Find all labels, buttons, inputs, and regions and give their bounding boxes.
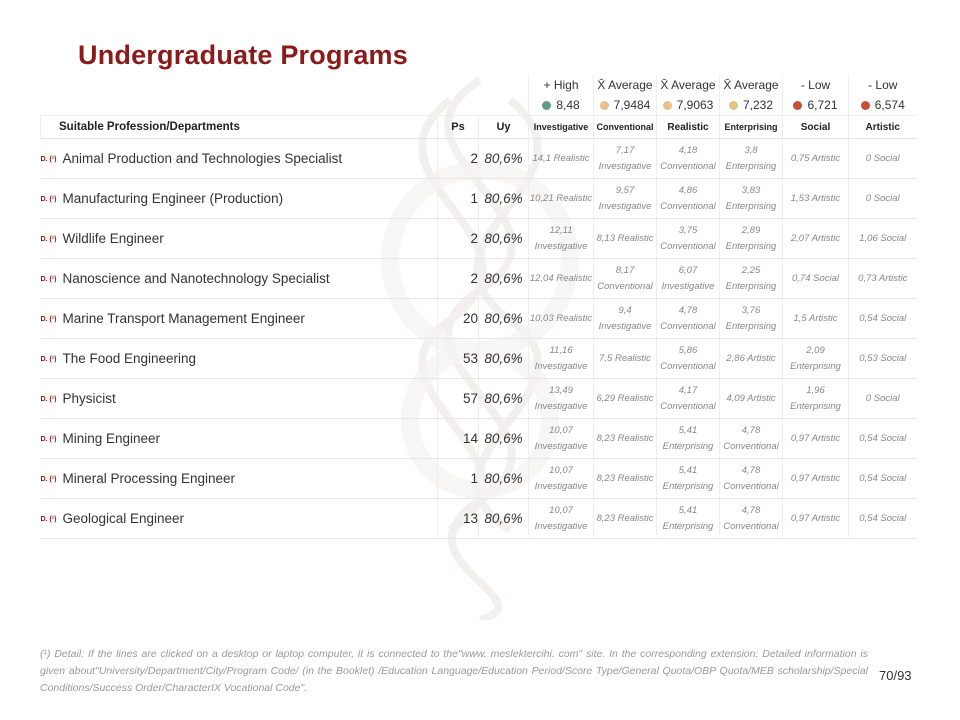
ps-cell: 2 xyxy=(438,259,479,299)
uy-cell: 80,6% xyxy=(479,379,529,419)
score-cell: 7,17 Investigative xyxy=(594,139,657,179)
high-dot-icon xyxy=(542,101,551,110)
score-label-conventional: X̄ Average xyxy=(594,75,657,95)
profession-name: The Food Engineering xyxy=(62,351,197,366)
score-cell: 4,78 Conventional xyxy=(657,299,720,339)
score-value-conventional: 7,9484 xyxy=(594,95,657,116)
score-cell: 5,41 Enterprising xyxy=(657,419,720,459)
uy-cell: 80,6% xyxy=(479,499,529,539)
profession-name: Marine Transport Management Engineer xyxy=(62,311,305,326)
profession-name: Manufacturing Engineer (Production) xyxy=(62,191,284,206)
uy-cell: 80,6% xyxy=(479,259,529,299)
score-cell: 0,54 Social xyxy=(849,419,917,459)
detail-marker: D. (¹) xyxy=(40,436,57,443)
uy-cell: 80,6% xyxy=(479,459,529,499)
detail-marker: D. (¹) xyxy=(40,236,57,243)
score-cell: 10,07 Investigative xyxy=(529,459,594,499)
score-label-enterprising: X̄ Average xyxy=(720,75,783,95)
table-row[interactable] xyxy=(41,219,917,259)
score-cell: 0,54 Social xyxy=(849,459,917,499)
score-cell: 4,18 Conventional xyxy=(657,139,720,179)
score-cell: 8,13 Realistic xyxy=(594,219,657,259)
detail-marker: D. (¹) xyxy=(40,156,57,163)
low-dot-icon xyxy=(861,101,870,110)
table-row[interactable] xyxy=(41,419,917,459)
average-dot-icon xyxy=(663,101,672,110)
score-cell: 4,17 Conventional xyxy=(657,379,720,419)
profession-cell[interactable] xyxy=(41,339,438,379)
uy-cell: 80,6% xyxy=(479,419,529,459)
score-cell: 0,54 Social xyxy=(849,299,917,339)
score-cell: 10,07 Investigative xyxy=(529,499,594,539)
score-cell: 10,03 Realistic xyxy=(529,299,594,339)
score-cell: 12,04 Realistic xyxy=(529,259,594,299)
profession-cell[interactable] xyxy=(41,299,438,339)
score-cell: 0,54 Social xyxy=(849,499,917,539)
score-cell: 5,86 Conventional xyxy=(657,339,720,379)
profession-name: Geological Engineer xyxy=(62,511,185,526)
score-cell: 6,07 Investigative xyxy=(657,259,720,299)
profession-cell[interactable] xyxy=(41,459,438,499)
ps-cell: 14 xyxy=(438,419,479,459)
table-row[interactable] xyxy=(41,259,917,299)
score-cell: 1,53 Artistic xyxy=(783,179,849,219)
score-cell: 14,1 Realistic xyxy=(529,139,594,179)
score-cell: 10,21 Realistic xyxy=(529,179,594,219)
profession-cell[interactable] xyxy=(41,419,438,459)
uy-cell: 80,6% xyxy=(479,139,529,179)
score-cell: 2,09 Enterprising xyxy=(783,339,849,379)
score-cell: 0,53 Social xyxy=(849,339,917,379)
score-cell: 4,09 Artistic xyxy=(720,379,783,419)
uy-cell: 80,6% xyxy=(479,179,529,219)
score-cell: 0,97 Artistic xyxy=(783,419,849,459)
profession-name: Mineral Processing Engineer xyxy=(62,471,236,486)
uy-cell: 80,6% xyxy=(479,299,529,339)
col-enterprising: Enterprising xyxy=(720,116,783,139)
profession-cell[interactable] xyxy=(41,259,438,299)
score-cell: 1,96 Enterprising xyxy=(783,379,849,419)
score-cell: 3,75 Conventional xyxy=(657,219,720,259)
detail-marker: D. (¹) xyxy=(40,276,57,283)
detail-marker: D. (¹) xyxy=(40,476,57,483)
score-header-values xyxy=(41,95,917,116)
table-row[interactable] xyxy=(41,499,917,539)
footnote: (¹) Detail: If the lines are clicked on a desktop or laptop computer, it is connected to the"www. meslektercihi. com" site. In the corresponding extension: Detailed information is given about"University/Department/City/Program Code/ (in the Booklet) /Education Language/Education Period/Score Type/General Quota/OBP Quota/MEB scholarship/Special Conditions/Success Order/CharacterIX Vocational Code". xyxy=(40,648,868,694)
col-ps: Ps xyxy=(438,116,479,139)
low-dot-icon xyxy=(793,101,802,110)
score-label-investigative: + High xyxy=(529,75,594,95)
score-cell: 4,78 Conventional xyxy=(720,499,783,539)
score-cell: 1,5 Artistic xyxy=(783,299,849,339)
score-cell: 0 Social xyxy=(849,379,917,419)
uy-cell: 80,6% xyxy=(479,339,529,379)
score-cell: 7,5 Realistic xyxy=(594,339,657,379)
score-cell: 12,11 Investigative xyxy=(529,219,594,259)
programs-table xyxy=(40,75,917,539)
score-cell: 3,8 Enterprising xyxy=(720,139,783,179)
ps-cell: 53 xyxy=(438,339,479,379)
col-investigative: Investigative xyxy=(529,116,594,139)
score-header-labels xyxy=(41,75,917,95)
ps-cell: 1 xyxy=(438,459,479,499)
score-label-social: - Low xyxy=(783,75,849,95)
table-row[interactable] xyxy=(41,459,917,499)
profession-cell[interactable] xyxy=(41,179,438,219)
profession-name: Mining Engineer xyxy=(62,431,161,446)
profession-name: Wildlife Engineer xyxy=(62,231,164,246)
score-cell: 2,86 Artistic xyxy=(720,339,783,379)
profession-name: Physicist xyxy=(62,391,116,406)
detail-marker: D. (¹) xyxy=(40,356,57,363)
score-cell: 0,74 Social xyxy=(783,259,849,299)
score-cell: 8,17 Conventional xyxy=(594,259,657,299)
score-cell: 11,16 Investigative xyxy=(529,339,594,379)
column-header-row xyxy=(41,116,917,139)
score-value-realistic: 7,9063 xyxy=(657,95,720,116)
score-cell: 8,23 Realistic xyxy=(594,419,657,459)
score-cell: 3,83 Enterprising xyxy=(720,179,783,219)
score-label-realistic: X̄ Average xyxy=(657,75,720,95)
score-cell: 10,07 Investigative xyxy=(529,419,594,459)
score-cell: 0,73 Artistic xyxy=(849,259,917,299)
score-cell: 0,97 Artistic xyxy=(783,459,849,499)
score-cell: 0 Social xyxy=(849,139,917,179)
score-cell: 9,57 Investigative xyxy=(594,179,657,219)
profession-cell[interactable] xyxy=(41,499,438,539)
score-cell: 8,23 Realistic xyxy=(594,499,657,539)
ps-cell: 13 xyxy=(438,499,479,539)
detail-marker: D. (¹) xyxy=(40,316,57,323)
score-label-artistic: - Low xyxy=(849,75,917,95)
score-cell: 9,4 Investigative xyxy=(594,299,657,339)
average-dot-icon xyxy=(600,101,609,110)
score-cell: 2,25 Enterprising xyxy=(720,259,783,299)
score-cell: 2,89 Enterprising xyxy=(720,219,783,259)
ps-cell: 20 xyxy=(438,299,479,339)
page-title: Undergraduate Programs xyxy=(78,40,408,70)
score-cell: 4,78 Conventional xyxy=(720,419,783,459)
ps-cell: 1 xyxy=(438,179,479,219)
score-cell: 5,41 Enterprising xyxy=(657,499,720,539)
score-cell: 4,86 Conventional xyxy=(657,179,720,219)
col-uy: Uy xyxy=(479,116,529,139)
score-cell: 8,23 Realistic xyxy=(594,459,657,499)
score-cell: 3,76 Enterprising xyxy=(720,299,783,339)
table-row[interactable] xyxy=(41,299,917,339)
score-value-enterprising: 7,232 xyxy=(720,95,783,116)
table-row[interactable] xyxy=(41,179,917,219)
score-cell: 1,06 Social xyxy=(849,219,917,259)
page-number: 70/93 xyxy=(879,668,912,683)
table-row[interactable] xyxy=(41,339,917,379)
detail-marker: D. (¹) xyxy=(40,516,57,523)
score-value-investigative: 8,48 xyxy=(529,95,594,116)
profession-name: Nanoscience and Nanotechnology Specialist xyxy=(62,271,330,286)
score-cell: 2,07 Artistic xyxy=(783,219,849,259)
col-conventional: Conventional xyxy=(594,116,657,139)
score-cell: 4,78 Conventional xyxy=(720,459,783,499)
table-row[interactable] xyxy=(41,379,917,419)
col-social: Social xyxy=(783,116,849,139)
detail-marker: D. (¹) xyxy=(40,196,57,203)
col-realistic: Realistic xyxy=(657,116,720,139)
score-cell: 0,75 Artistic xyxy=(783,139,849,179)
score-cell: 0 Social xyxy=(849,179,917,219)
table-row[interactable] xyxy=(41,139,917,179)
detail-marker: D. (¹) xyxy=(40,396,57,403)
uy-cell: 80,6% xyxy=(479,219,529,259)
profession-name: Animal Production and Technologies Specialist xyxy=(62,151,343,166)
profession-cell[interactable] xyxy=(41,379,438,419)
score-value-social: 6,721 xyxy=(783,95,849,116)
ps-cell: 57 xyxy=(438,379,479,419)
col-artistic: Artistic xyxy=(849,116,917,139)
profession-cell[interactable] xyxy=(41,219,438,259)
col-profession: Suitable Profession/Departments xyxy=(41,116,438,139)
ps-cell: 2 xyxy=(438,139,479,179)
score-cell: 0,97 Artistic xyxy=(783,499,849,539)
score-cell: 5,41 Enterprising xyxy=(657,459,720,499)
ps-cell: 2 xyxy=(438,219,479,259)
average-dot-icon xyxy=(729,101,738,110)
profession-cell[interactable] xyxy=(41,139,438,179)
score-cell: 13,49 Investigative xyxy=(529,379,594,419)
score-cell: 6,29 Realistic xyxy=(594,379,657,419)
score-value-artistic: 6,574 xyxy=(849,95,917,116)
